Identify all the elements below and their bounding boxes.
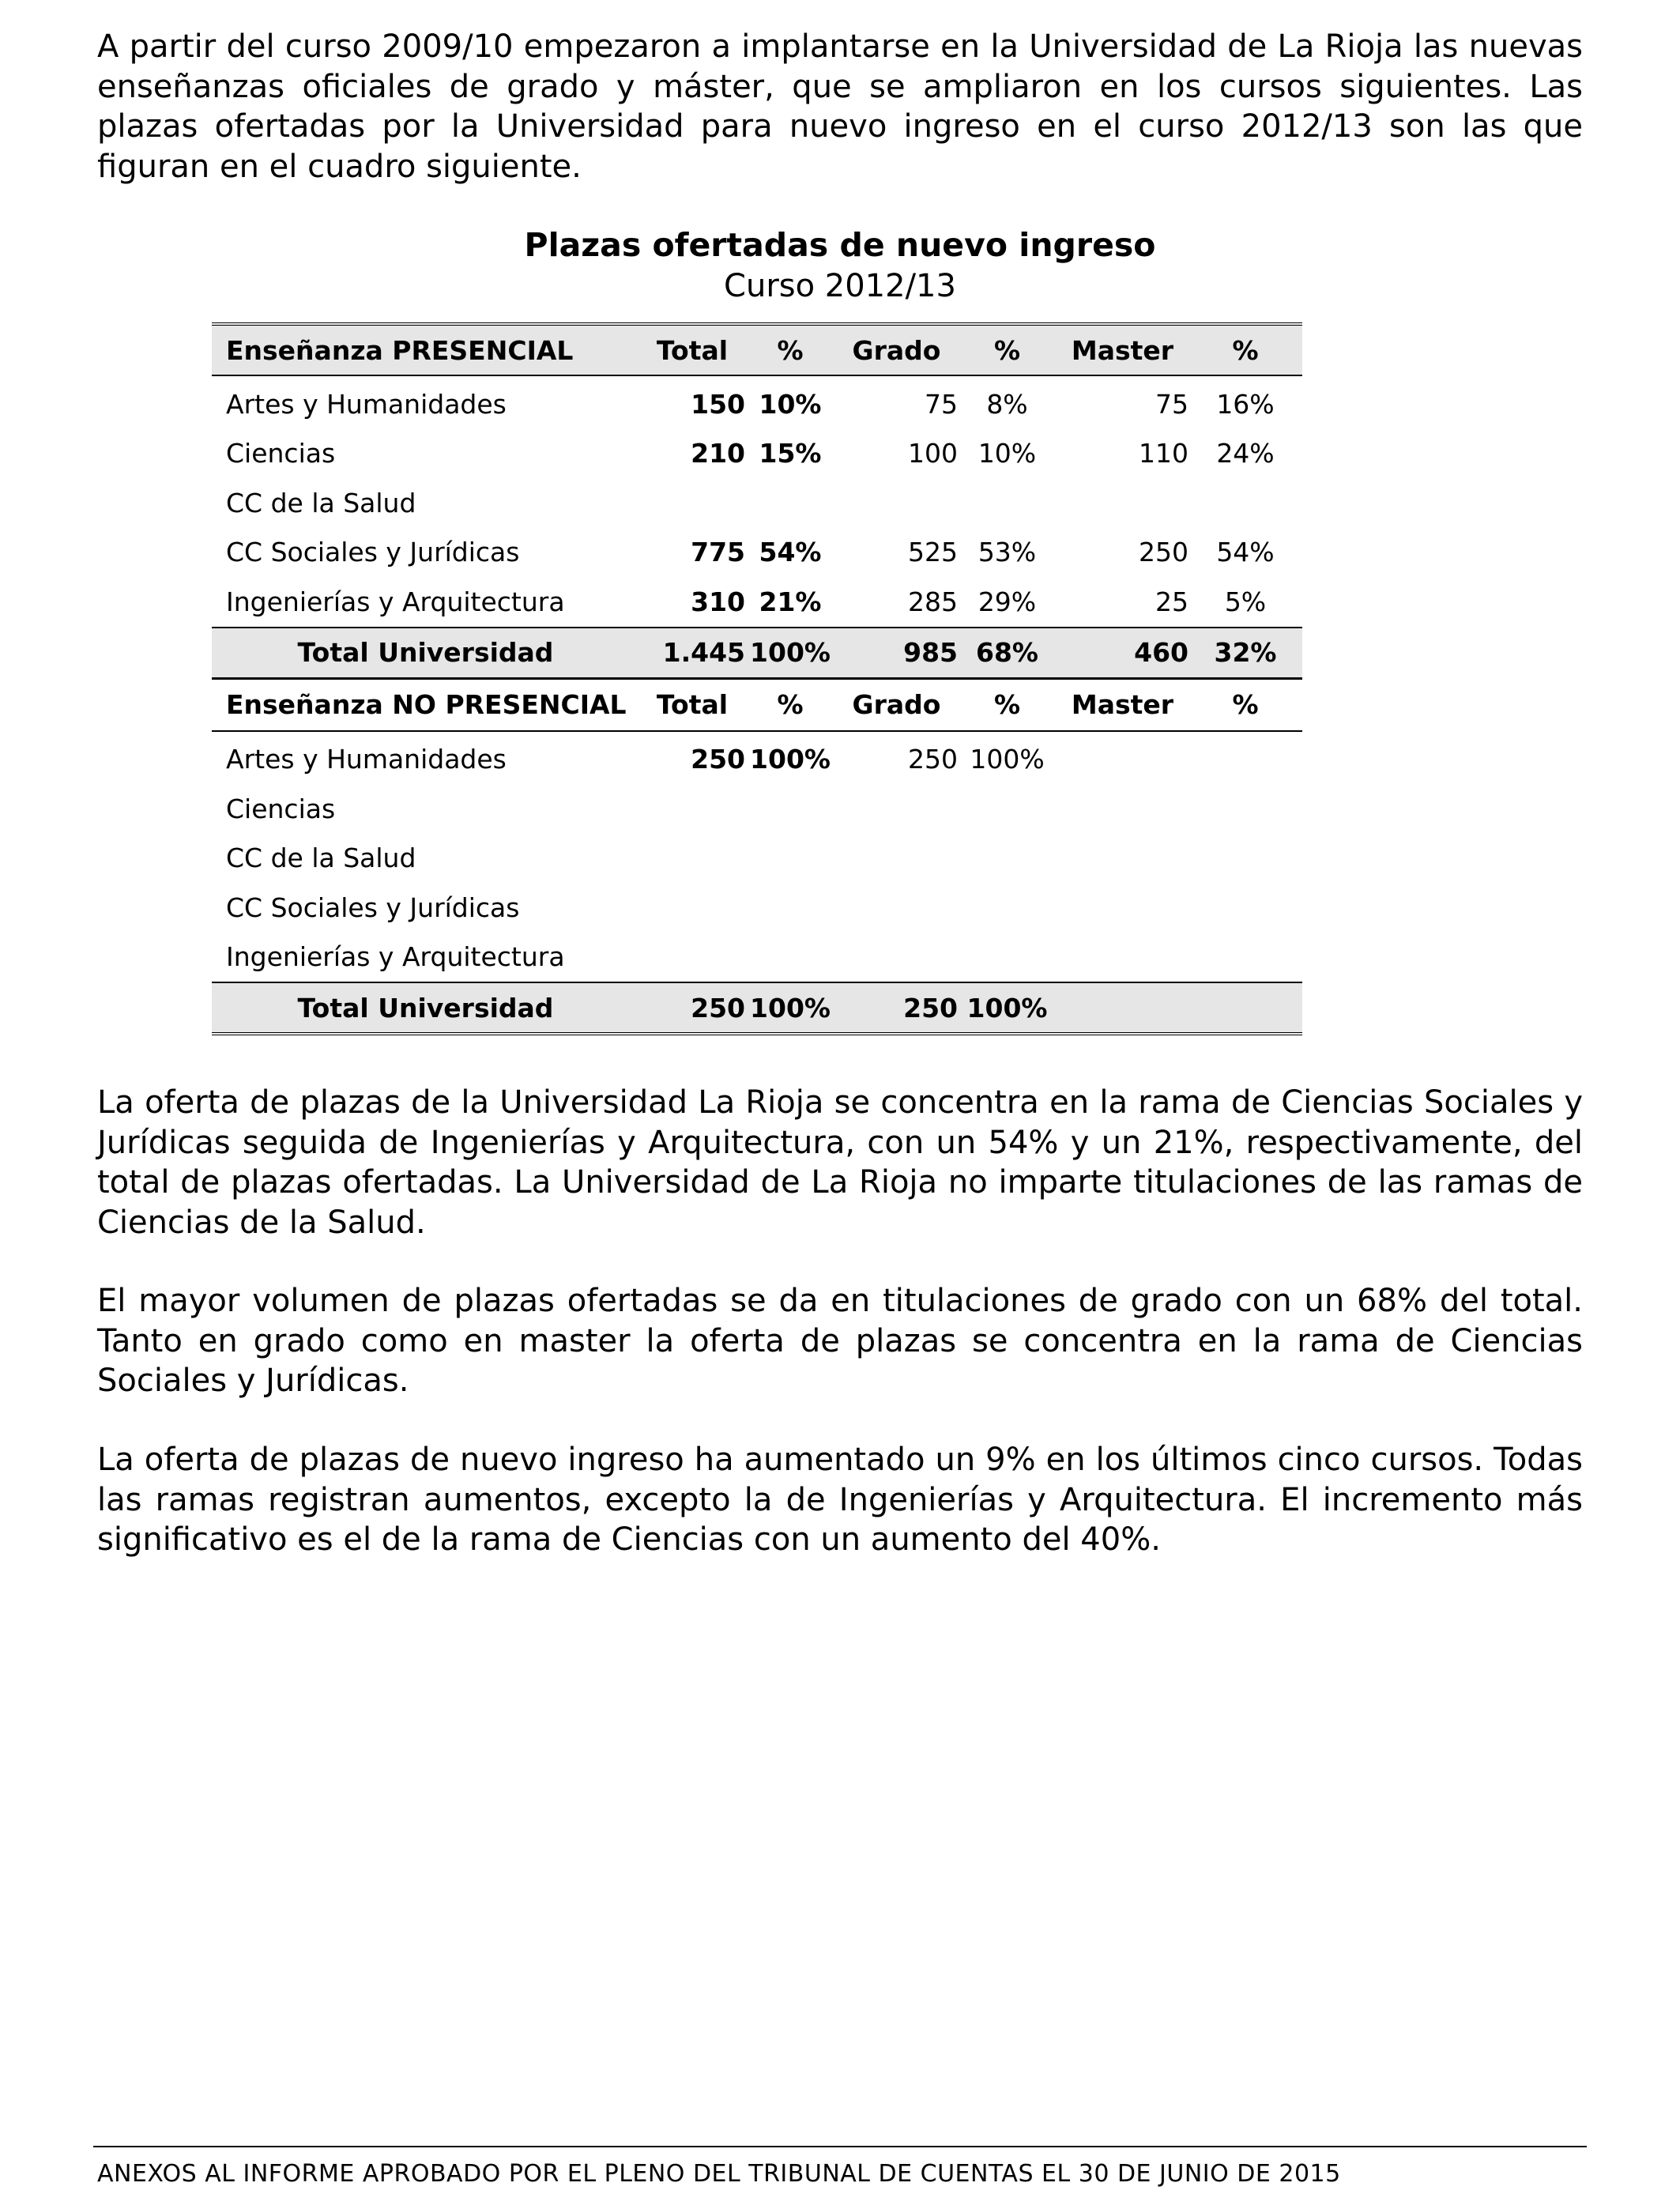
cell-total xyxy=(639,883,745,933)
cell-master: 25 xyxy=(1155,586,1188,617)
col-header-grado-pct: % xyxy=(958,678,1057,731)
col-header-ensenanza: Enseñanza PRESENCIAL xyxy=(212,324,639,375)
cell-grado-pct xyxy=(958,834,1057,884)
row-name: Ingenierías y Arquitectura xyxy=(226,941,565,973)
col-header-master: Master xyxy=(1057,324,1188,375)
cell-master xyxy=(1057,731,1188,785)
cell-master-pct: 16% xyxy=(1216,388,1275,420)
row-name: Ingenierías y Arquitectura xyxy=(226,586,565,617)
total-master xyxy=(1057,982,1188,1034)
total-master-pct: 32% xyxy=(1188,628,1302,679)
table-row xyxy=(212,731,1302,785)
cell-grado-pct xyxy=(958,784,1057,834)
col-header-grado: Grado xyxy=(835,324,958,375)
cell-grado: 525 xyxy=(908,537,958,568)
cell-master: 75 xyxy=(1155,388,1188,420)
cell-total-pct xyxy=(745,933,835,983)
cell-total: 310 xyxy=(691,586,745,617)
table-title: Plazas ofertadas de nuevo ingreso xyxy=(524,226,1156,264)
cell-grado-pct: 29% xyxy=(977,586,1037,617)
cell-grado-pct: 53% xyxy=(977,537,1037,568)
col-header-total-pct: % xyxy=(745,678,835,731)
cell-grado: 75 xyxy=(925,388,958,420)
total-grado-pct: 68% xyxy=(958,628,1057,679)
cell-total-pct: 100% xyxy=(750,744,831,775)
col-header-master-pct: % xyxy=(1188,324,1302,375)
cell-master-pct: 24% xyxy=(1216,438,1275,469)
col-header-total: Total xyxy=(639,678,745,731)
cell-master-pct xyxy=(1188,784,1302,834)
cell-master xyxy=(1057,834,1188,884)
total-total: 250 xyxy=(639,982,745,1034)
plazas-table xyxy=(212,322,1302,1035)
table-row xyxy=(212,834,1302,884)
cell-total: 250 xyxy=(691,744,745,775)
cell-total-pct: 15% xyxy=(759,438,822,469)
total-master: 460 xyxy=(1057,628,1188,679)
cell-grado xyxy=(835,883,958,933)
no-presencial-total-row xyxy=(212,982,1302,1034)
table-row xyxy=(212,784,1302,834)
row-name: Ciencias xyxy=(226,438,336,469)
table-row xyxy=(212,375,1302,429)
cell-master xyxy=(1057,883,1188,933)
cell-master-pct xyxy=(1188,834,1302,884)
analysis-paragraph-2: El mayor volumen de plazas ofertadas se da en titulaciones de grado con un 68% del total. Tanto en grado como en master la oferta de plazas se concentra en la rama de Ciencias Sociales y Jurídicas. xyxy=(97,1283,1583,1399)
total-total: 1.445 xyxy=(639,628,745,679)
cell-master-pct xyxy=(1188,933,1302,983)
col-header-ensenanza: Enseñanza NO PRESENCIAL xyxy=(212,678,639,731)
cell-total-pct xyxy=(745,883,835,933)
analysis-paragraph-1: La oferta de plazas de la Universidad La Rioja se concentra en la rama de Ciencias Sociales y Jurídicas seguida de Ingenierías y Arquitectura, con un 54% y un 21%, respectivamente, del total de plazas ofertadas. La Universidad de La Rioja no imparte titulaciones de las ramas de Ciencias de la Salud. xyxy=(97,1084,1583,1241)
presencial-header-row xyxy=(212,324,1302,375)
cell-grado-pct xyxy=(958,883,1057,933)
total-total-pct: 100% xyxy=(745,628,835,679)
col-header-master: Master xyxy=(1057,678,1188,731)
cell-grado: 100 xyxy=(908,438,958,469)
cell-master xyxy=(1057,933,1188,983)
cell-master-pct: 54% xyxy=(1216,537,1275,568)
footer-divider xyxy=(93,2146,1587,2147)
cell-grado-pct xyxy=(958,478,1057,528)
row-name: CC Sociales y Jurídicas xyxy=(226,537,520,568)
cell-grado-pct: 10% xyxy=(977,438,1037,469)
col-header-total-pct: % xyxy=(745,324,835,375)
table-row xyxy=(212,577,1302,628)
cell-total-pct: 10% xyxy=(759,388,822,420)
analysis-paragraph-3: La oferta de plazas de nuevo ingreso ha aumentado un 9% en los últimos cinco cursos. Todas las ramas registran aumentos, excepto la de Ingenierías y Arquitectura. El incremento más significativo es el de la rama de Ciencias con un aumento del 40%. xyxy=(97,1442,1583,1558)
col-header-total: Total xyxy=(639,324,745,375)
cell-total-pct: 54% xyxy=(759,537,822,568)
table-row xyxy=(212,429,1302,479)
cell-total: 210 xyxy=(691,438,745,469)
cell-total: 775 xyxy=(691,537,745,568)
cell-grado xyxy=(835,834,958,884)
cell-total xyxy=(639,478,745,528)
col-header-grado: Grado xyxy=(835,678,958,731)
cell-master xyxy=(1057,784,1188,834)
intro-paragraph: A partir del curso 2009/10 empezaron a implantarse en la Universidad de La Rioja las nuevas enseñanzas oficiales de grado y máster, que se ampliaron en los cursos siguientes. Las plazas ofertadas por la Universidad para nuevo ingreso en el curso 2012/13 son las que figuran en el cuadro siguiente. xyxy=(97,28,1583,185)
cell-total: 150 xyxy=(691,388,745,420)
total-grado: 985 xyxy=(835,628,958,679)
cell-master-pct xyxy=(1188,883,1302,933)
cell-master-pct: 5% xyxy=(1224,586,1267,617)
row-name: Ciencias xyxy=(226,793,336,824)
cell-grado xyxy=(835,784,958,834)
cell-total xyxy=(639,834,745,884)
col-header-grado-pct: % xyxy=(958,324,1057,375)
table-row xyxy=(212,933,1302,983)
cell-grado: 285 xyxy=(908,586,958,617)
cell-grado-pct: 8% xyxy=(986,388,1028,420)
cell-master: 110 xyxy=(1139,438,1188,469)
cell-total-pct: 21% xyxy=(759,586,822,617)
cell-grado: 250 xyxy=(908,744,958,775)
cell-grado-pct: 100% xyxy=(970,744,1045,775)
total-master-pct xyxy=(1188,982,1302,1034)
table-subtitle: Curso 2012/13 xyxy=(724,268,956,304)
row-name: CC de la Salud xyxy=(226,843,416,874)
cell-grado xyxy=(835,478,958,528)
cell-master xyxy=(1057,478,1188,528)
row-name: CC de la Salud xyxy=(226,487,416,518)
no-presencial-header-row xyxy=(212,678,1302,731)
table-row xyxy=(212,528,1302,578)
total-label: Total Universidad xyxy=(212,982,639,1034)
cell-master-pct xyxy=(1188,731,1302,785)
cell-total xyxy=(639,784,745,834)
cell-total-pct xyxy=(745,478,835,528)
table-row xyxy=(212,478,1302,528)
cell-total-pct xyxy=(745,834,835,884)
table-row xyxy=(212,883,1302,933)
cell-grado xyxy=(835,933,958,983)
total-label: Total Universidad xyxy=(212,628,639,679)
cell-total xyxy=(639,933,745,983)
page-footer: ANEXOS AL INFORME APROBADO POR EL PLENO DEL TRIBUNAL DE CUENTAS EL 30 DE JUNIO DE 2015 xyxy=(97,2160,1341,2188)
cell-total-pct xyxy=(745,784,835,834)
total-grado-pct: 100% xyxy=(958,982,1057,1034)
row-name: Artes y Humanidades xyxy=(226,744,507,775)
total-total-pct: 100% xyxy=(745,982,835,1034)
row-name: CC Sociales y Jurídicas xyxy=(226,892,520,923)
cell-master-pct xyxy=(1188,478,1302,528)
presencial-total-row xyxy=(212,628,1302,679)
cell-master: 250 xyxy=(1139,537,1188,568)
row-name: Artes y Humanidades xyxy=(226,388,507,420)
cell-grado-pct xyxy=(958,933,1057,983)
col-header-master-pct: % xyxy=(1188,678,1302,731)
total-grado: 250 xyxy=(835,982,958,1034)
